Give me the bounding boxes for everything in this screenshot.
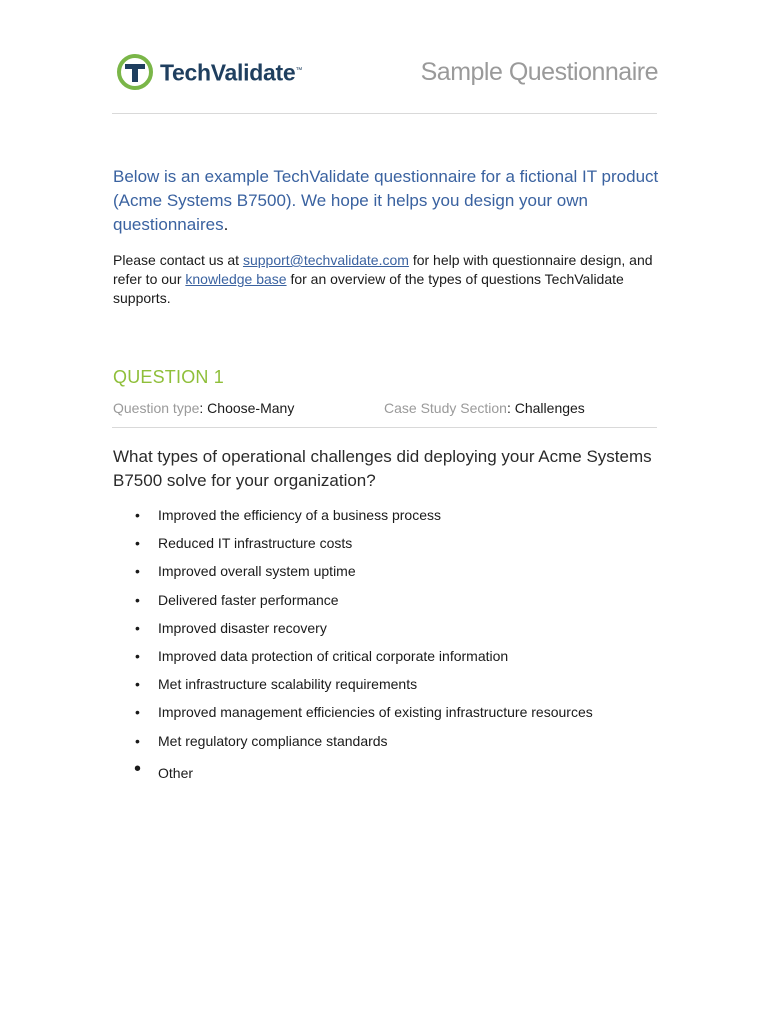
contact-text-1: Please contact us at: [113, 252, 243, 268]
intro-text: Below is an example TechValidate questionnaire for a fictional IT product (Acme Systems B7500). We hope it helps you design your own questionnaires: [113, 167, 659, 234]
support-email-link[interactable]: support@techvalidate.com: [242, 252, 409, 268]
case-study-section-label: Case Study Section: [384, 400, 507, 416]
list-item: [113, 590, 593, 618]
list-item: [113, 505, 593, 533]
logo-text-tech: Tech: [160, 59, 211, 86]
techvalidate-logo: [116, 52, 302, 92]
intro-period: .: [223, 215, 229, 234]
contact-text-3: for an overview of the types of questions TechValidate supports.: [113, 271, 624, 306]
answer-option: Met regulatory compliance standards: [158, 732, 388, 749]
answer-option: Delivered faster performance: [158, 591, 339, 608]
case-study-section-value: Challenges: [514, 400, 585, 416]
bullet-icon: •: [135, 563, 140, 580]
answer-option: Improved disaster recovery: [158, 619, 327, 636]
list-item: [113, 674, 593, 702]
question-type-value: Choose-Many: [207, 400, 295, 416]
contact-paragraph: [113, 251, 653, 308]
list-item: [113, 757, 593, 791]
bullet-icon: •: [135, 647, 140, 664]
question-divider: [112, 427, 657, 428]
question-heading: QUESTION 1: [113, 367, 225, 387]
answer-list: [113, 505, 593, 791]
intro-paragraph: [113, 165, 673, 237]
answer-option: Reduced IT infrastructure costs: [158, 535, 353, 552]
knowledge-base-link[interactable]: knowledge base: [185, 271, 287, 287]
bullet-icon: •: [135, 591, 140, 608]
logo-trademark: ™: [295, 67, 303, 75]
question-type-colon: :: [199, 400, 208, 416]
bullet-icon: •: [135, 507, 140, 523]
contact-text-2: for help with questionnaire design, and refer to our: [113, 252, 653, 287]
question-type: [113, 399, 294, 417]
question-text: What types of operational challenges did deploying your Acme Systems B7500 solve for your organization?: [113, 447, 652, 490]
case-study-section: [384, 399, 585, 417]
document-title: Sample Questionnaire: [420, 58, 658, 86]
bullet-icon: •: [135, 676, 140, 693]
list-item: [113, 561, 593, 589]
list-item: [113, 618, 593, 646]
list-item: [113, 702, 593, 730]
bullet-icon: •: [135, 732, 140, 749]
logo-text-validate: Validate: [210, 59, 296, 86]
answer-option: Improved the efficiency of a business process: [158, 507, 442, 523]
header-divider: [112, 113, 657, 114]
bullet-icon: •: [135, 619, 140, 636]
answer-option: Improved management efficiencies of existing infrastructure resources: [158, 704, 593, 721]
list-item: [113, 646, 593, 674]
answer-option-other: Other: [158, 764, 194, 781]
answer-option: Improved overall system uptime: [158, 563, 356, 580]
bullet-icon: •: [135, 704, 140, 721]
logo-wordmark: [160, 52, 302, 92]
case-study-section-colon: :: [506, 400, 515, 416]
techvalidate-logo-icon: [116, 53, 154, 91]
bullet-icon: •: [134, 757, 142, 780]
list-item: [113, 731, 593, 759]
bullet-icon: •: [135, 535, 140, 552]
answer-option: Met infrastructure scalability requirements: [158, 676, 418, 693]
question-type-label: Question type: [113, 400, 200, 416]
list-item: [113, 533, 593, 561]
answer-option: Improved data protection of critical corporate information: [158, 647, 509, 664]
